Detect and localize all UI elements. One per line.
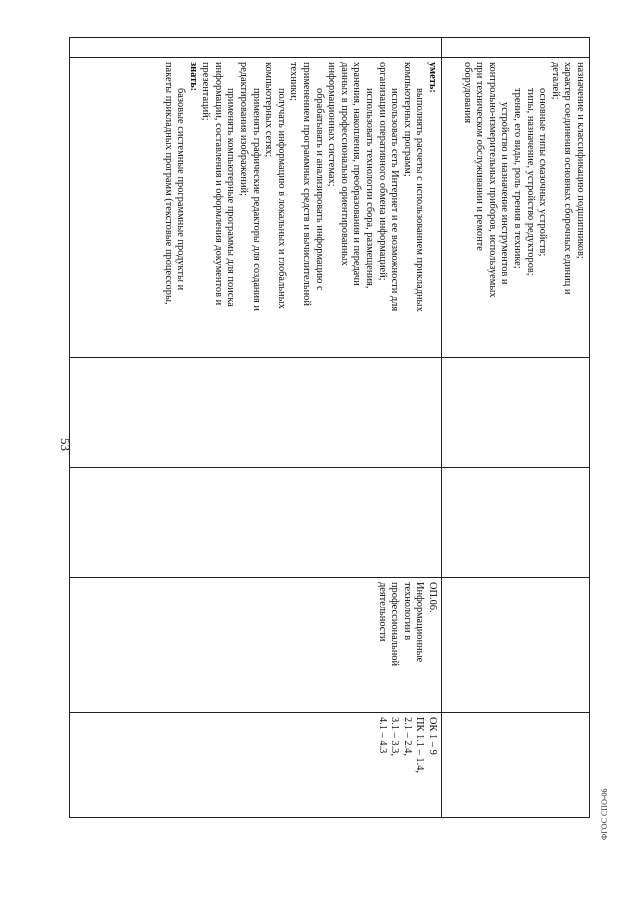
text-line: деятельности [376, 582, 388, 642]
text-line: выполнять расчеты с использованием прикладных [414, 88, 426, 312]
competency-lines [375, 717, 438, 813]
text-line: редактирования изображений; [238, 62, 250, 196]
index-cell [442, 38, 590, 58]
text-line: Информационные [414, 582, 426, 663]
text-line: профессиональной [389, 582, 401, 667]
text-line: базовые системные программные продукты и [175, 88, 187, 291]
text-line: использовать технологии сбора, размещения, [364, 88, 376, 289]
text-line: использовать сеть Интернет и ее возможности для [389, 88, 401, 312]
table-row [70, 38, 442, 818]
text-line: данных в профессионально ориентированных [338, 62, 350, 266]
text-line: презентаций; [200, 62, 212, 121]
text-line: организации оперативного обмена информацией; [376, 62, 388, 281]
text-line: основные типы смазочных устройств; [537, 88, 549, 257]
text-line: информационных системах; [326, 62, 338, 187]
text-line: 4.1 – 4.3 [376, 717, 388, 754]
text-line: ОП.06. [427, 582, 438, 613]
text-line: характер соединения основных сборочных единиц и [562, 62, 574, 295]
text-line: техники; [288, 62, 300, 101]
text-line: хранения, накопления, преобразования и передачи [351, 62, 363, 286]
rotated-content [70, 37, 590, 817]
description-lines [460, 62, 586, 353]
table-row [442, 38, 590, 818]
text-line: ПК 1.1 – 1.4, [414, 717, 426, 773]
description-cell [70, 58, 442, 358]
text-line: типы, назначение, устройство редукторов; [524, 88, 536, 276]
hours-required-cell [70, 468, 442, 578]
text-line: применять компьютерные программы для поиска [225, 88, 237, 307]
text-line: 3.1 – 3.3, [389, 717, 401, 756]
competencies-cell [442, 713, 590, 818]
text-line: уметь: [427, 62, 438, 93]
text-line: технологии в [401, 582, 413, 641]
description-cell [442, 58, 590, 358]
text-line: применением программных средств и вычислительной [301, 62, 313, 306]
index-cell [70, 38, 442, 58]
text-line: трение, его виды, роль трения в технике; [512, 88, 524, 269]
text-line: при техническом обслуживании и ремонте [474, 62, 486, 251]
hours-required-cell [442, 468, 590, 578]
text-line: ОК 1 – 9 [427, 717, 438, 755]
discipline-lines [375, 582, 438, 708]
hours-max-cell [70, 358, 442, 468]
curriculum-table [69, 37, 590, 818]
text-line: знать: [187, 62, 199, 92]
text-line: информации, составления и оформления документов и [212, 62, 224, 306]
footer-code: ФГОС СПО-06 [600, 788, 609, 840]
text-line: компьютерных программ; [401, 62, 413, 177]
discipline-cell [70, 578, 442, 713]
page-number: 53 [58, 438, 73, 451]
text-line: деталей; [549, 62, 561, 100]
text-line: компьютерных сетях; [263, 62, 275, 158]
text-line: обрабатывать и анализировать информацию с [313, 88, 325, 291]
text-line: получать информацию в локальных и глобальных [275, 88, 287, 309]
competencies-cell [70, 713, 442, 818]
text-line: 2.1 – 2.4, [401, 717, 413, 756]
text-line: оборудования [461, 62, 473, 124]
text-line: пакеты прикладных программ (текстовые процессоры, [162, 62, 174, 305]
text-line: устройство и назначение инструментов и [499, 102, 511, 285]
discipline-cell [442, 578, 590, 713]
description-lines [161, 62, 438, 353]
hours-max-cell [442, 358, 590, 468]
text-line: контрольно-измерительных приборов, используемых [486, 62, 498, 298]
text-line: назначение и классификацию подшипников; [575, 62, 586, 259]
text-line: применять графические редакторы для создания и [250, 88, 262, 311]
